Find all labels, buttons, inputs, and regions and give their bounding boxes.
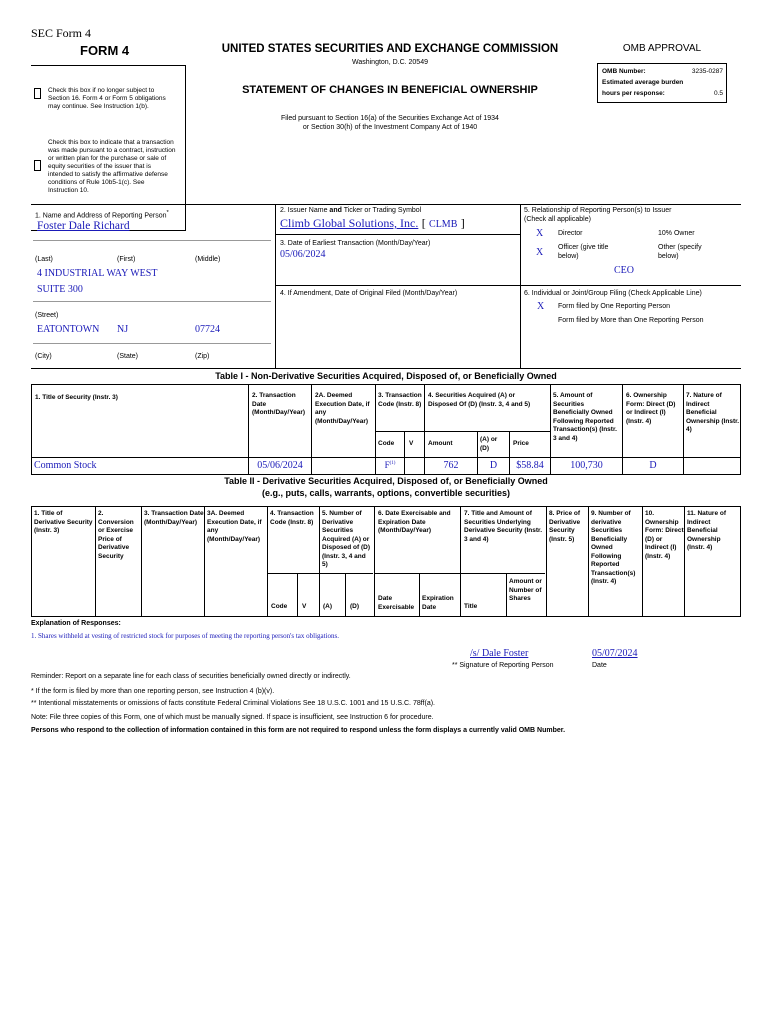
t1-h2: 2. Transaction Date (Month/Day/Year) — [252, 392, 306, 416]
instruction-star-2: ** Intentional misstatements or omissions of facts constitute Federal Criminal Violations See 18 U.S.C. 1001 and 15 U.S.C. 78ff(a). — [31, 700, 435, 707]
box4-label: 4. If Amendment, Date of Original Filed (Month/Day/Year) — [280, 290, 458, 297]
officer-label: Officer (give title below) — [558, 244, 609, 260]
box5-label — [524, 207, 671, 224]
t1-price-value: $58.84 — [516, 460, 544, 471]
box2-label-pre: 2. Issuer Name — [280, 207, 330, 214]
box5-label-line-1: 5. Relationship of Reporting Person(s) to Issuer — [524, 207, 672, 214]
table2-title: Table II - Derivative Securities Acquired, Disposed of, or Beneficially Owned — [224, 476, 548, 486]
box2-label-post: Ticker or Trading Symbol — [341, 207, 422, 214]
officer-mark[interactable]: X — [536, 247, 544, 258]
box2-label — [280, 207, 421, 216]
omb-hours-label: hours per response: — [602, 90, 665, 97]
footnote-1: 1. Shares withheld at vesting of restricted stock for purposes of meeting the reporting person's tax obligations. — [31, 632, 340, 640]
t1-h5: 5. Amount of Securities Beneficially Owned Following Reported Transaction(s) (Instr. 3 and 4) — [553, 392, 617, 442]
omb-number-label: OMB Number: — [602, 68, 646, 75]
box1-label-text: 1. Name and Address of Reporting Person — [35, 212, 167, 220]
box6-label: 6. Individual or Joint/Group Filing (Check Applicable Line) — [524, 290, 702, 297]
box3-label: 3. Date of Earliest Transaction (Month/Day/Year) — [280, 240, 431, 247]
filed-line-2: or Section 30(h) of the Investment Company Act of 1940 — [302, 124, 478, 131]
t2-amount-shares: Amount or Number of Shares — [509, 578, 542, 602]
box2-label-and: and — [329, 207, 342, 214]
first-label: (First) — [117, 256, 136, 263]
signature-label: ** Signature of Reporting Person — [452, 662, 554, 669]
address-line-2: SUITE 300 — [37, 284, 83, 295]
t1-code-footnote: (1) — [389, 461, 396, 466]
t2-h2: 2. Conversion or Exercise Price of Derivative Security — [98, 510, 134, 560]
agency-location: Washington, D.C. 20549 — [351, 59, 428, 66]
t2-h5: 5. Number of Derivative Securities Acquired (A) or Disposed of (D) (Instr. 3, 4 and 5) — [322, 510, 371, 568]
filed-line-1: Filed pursuant to Section 16(a) of the Securities Exchange Act of 1934 — [281, 115, 499, 122]
t1-amount: Amount — [428, 440, 453, 447]
t1-owned-value: 100,730 — [570, 460, 603, 471]
director-label: Director — [558, 230, 583, 237]
issuer-line — [280, 216, 465, 231]
filed-pursuant — [190, 114, 590, 132]
agency-title: UNITED STATES SECURITIES AND EXCHANGE COMMISSION — [221, 43, 559, 55]
t2-h7: 7. Title and Amount of Securities Underlying Derivative Security (Instr. 3 and 4) — [464, 510, 543, 543]
doc-title: SEC Form 4 — [31, 26, 92, 40]
t2-v: V — [302, 603, 307, 610]
issuer-name: Climb Global Solutions, Inc. — [280, 216, 419, 230]
t1-aord: (A) or (D) — [480, 436, 498, 452]
t1-date: 05/06/2024 — [257, 460, 303, 471]
state-label: (State) — [117, 353, 139, 360]
omb-notice: Persons who respond to the collection of information contained in this form are not required to respond unless the form displays a currently valid OMB Number. — [31, 727, 566, 734]
box1-label-star: * — [166, 210, 169, 216]
t2-h10: 10. Ownership Form: Direct (D) or Indirect (I) (Instr. 4) — [645, 510, 684, 560]
city-value: EATONTOWN — [37, 324, 100, 335]
instruction-star-1: * If the form is filed by more than one reporting person, see Instruction 4 (b)(v). — [31, 688, 275, 695]
zip-value: 07724 — [195, 324, 220, 335]
no-longer-subject-text: Check this box if no longer subject to Section 16. Form 4 or Form 5 obligations may continue. See Instruction 1(b). — [48, 87, 166, 110]
t1-h3: 3. Transaction Code (Instr. 8) — [378, 392, 422, 408]
t1-h2a: 2A. Deemed Execution Date, if any (Month/Day/Year) — [315, 392, 370, 425]
explanation-heading: Explanation of Responses: — [31, 620, 121, 627]
t2-h9: 9. Number of derivative Securities Beneficially Owned Following Reported Transaction(s) (Instr. 4) — [591, 510, 636, 585]
ticker-symbol: CLMB — [429, 219, 458, 230]
omb-burden-label: Estimated average burden — [602, 79, 684, 86]
t1-h6: 6. Ownership Form: Direct (D) or Indirect (I) (Instr. 4) — [626, 392, 676, 425]
t1-price: Price — [513, 440, 529, 447]
omb-title: OMB APPROVAL — [622, 43, 702, 54]
form-label: FORM 4 — [80, 43, 130, 58]
ticker-bracket-close: ] — [460, 216, 465, 230]
t2-d: (D) — [350, 603, 360, 610]
omb-number-value: 3235-0287 — [691, 68, 723, 75]
t2-date-ex: Date Exercisable — [378, 595, 415, 611]
t1-security: Common Stock — [34, 460, 97, 471]
more-reporting-label: Form filed by More than One Reporting Person — [558, 317, 704, 324]
t2-code: Code — [271, 603, 288, 610]
city-label: (City) — [35, 353, 52, 360]
omb-hours-value: 0.5 — [713, 90, 723, 97]
ten-percent-owner-label: 10% Owner — [658, 230, 695, 237]
table2-subtitle: (e.g., puts, calls, warrants, options, convertible securities) — [261, 488, 511, 498]
table1-title: Table I - Non-Derivative Securities Acquired, Disposed of, or Beneficially Owned — [215, 371, 557, 381]
rule-10b5-checkbox[interactable] — [34, 160, 41, 171]
t2-h8: 8. Price of Derivative Security (Instr. 5) — [549, 510, 581, 543]
t1-form-value: D — [649, 460, 657, 471]
t1-amount-value: 762 — [443, 460, 459, 471]
t2-h1: 1. Title of Derivative Security (Instr. 3) — [34, 510, 93, 534]
rule-10b5-text: Check this box to indicate that a transaction was made pursuant to a contract, instruction or written plan for the purchase or sale of equity securities of the issuer that is intended to satisfy the affirmative defense conditions of Rule 10b5-1(c). See Instruction 10. — [48, 139, 176, 194]
t1-h7: 7. Nature of Indirect Beneficial Ownership (Instr. 4) — [686, 392, 740, 433]
t2-h11: 11. Nature of Indirect Beneficial Ownership (Instr. 4) — [687, 510, 727, 551]
one-reporting-label: Form filed by One Reporting Person — [558, 303, 671, 310]
t1-aord-value: D — [489, 460, 498, 471]
middle-label: (Middle) — [195, 256, 221, 263]
officer-title: CEO — [614, 265, 634, 276]
t1-code-value: F — [384, 460, 390, 470]
t2-a: (A) — [323, 603, 333, 610]
t2-h6: 6. Date Exercisable and Expiration Date (Month/Day/Year) — [378, 510, 451, 534]
t2-h4: 4. Transaction Code (Instr. 8) — [270, 510, 314, 526]
t2-exp: Expiration Date — [422, 595, 454, 611]
signature: /s/ Dale Foster — [470, 648, 529, 659]
t1-h4: 4. Securities Acquired (A) or Disposed Of (D) (Instr. 3, 4 and 5) — [428, 392, 531, 408]
date-label: Date — [592, 662, 607, 669]
t2-h3a: 3A. Deemed Execution Date, if any (Month/Day/Year) — [207, 510, 262, 543]
last-label: (Last) — [35, 256, 53, 263]
statement-title: STATEMENT OF CHANGES IN BENEFICIAL OWNERSHIP — [242, 84, 538, 96]
signature-date: 05/07/2024 — [592, 648, 638, 659]
reporting-person-name: Foster Dale Richard — [37, 220, 130, 232]
note-file-copies: Note: File three copies of this Form, one of which must be manually signed. If space is insufficient, see Instruction 6 for procedure. — [31, 714, 434, 721]
earliest-transaction-date: 05/06/2024 — [280, 249, 326, 260]
street-label: (Street) — [35, 312, 59, 319]
address-line-1: 4 INDUSTRIAL WAY WEST — [37, 268, 158, 279]
no-longer-subject-checkbox[interactable] — [34, 88, 41, 99]
t1-code-cell — [376, 460, 404, 470]
t2-h3: 3. Transaction Date (Month/Day/Year) — [144, 510, 204, 526]
other-label: Other (specify below) — [658, 244, 702, 260]
t1-h1: 1. Title of Security (Instr. 3) — [35, 394, 118, 401]
t1-v: V — [409, 440, 414, 447]
state-value: NJ — [117, 324, 129, 335]
one-reporting-mark[interactable]: X — [537, 301, 545, 312]
ticker-bracket-open: [ — [421, 216, 426, 230]
zip-label: (Zip) — [195, 353, 210, 360]
t1-code: Code — [378, 440, 395, 447]
reminder-text: Reminder: Report on a separate line for each class of securities beneficially owned directly or indirectly. — [31, 673, 351, 680]
box5-label-line-2: (Check all applicable) — [524, 215, 591, 223]
t2-title: Title — [464, 603, 478, 610]
director-mark[interactable]: X — [536, 228, 544, 239]
